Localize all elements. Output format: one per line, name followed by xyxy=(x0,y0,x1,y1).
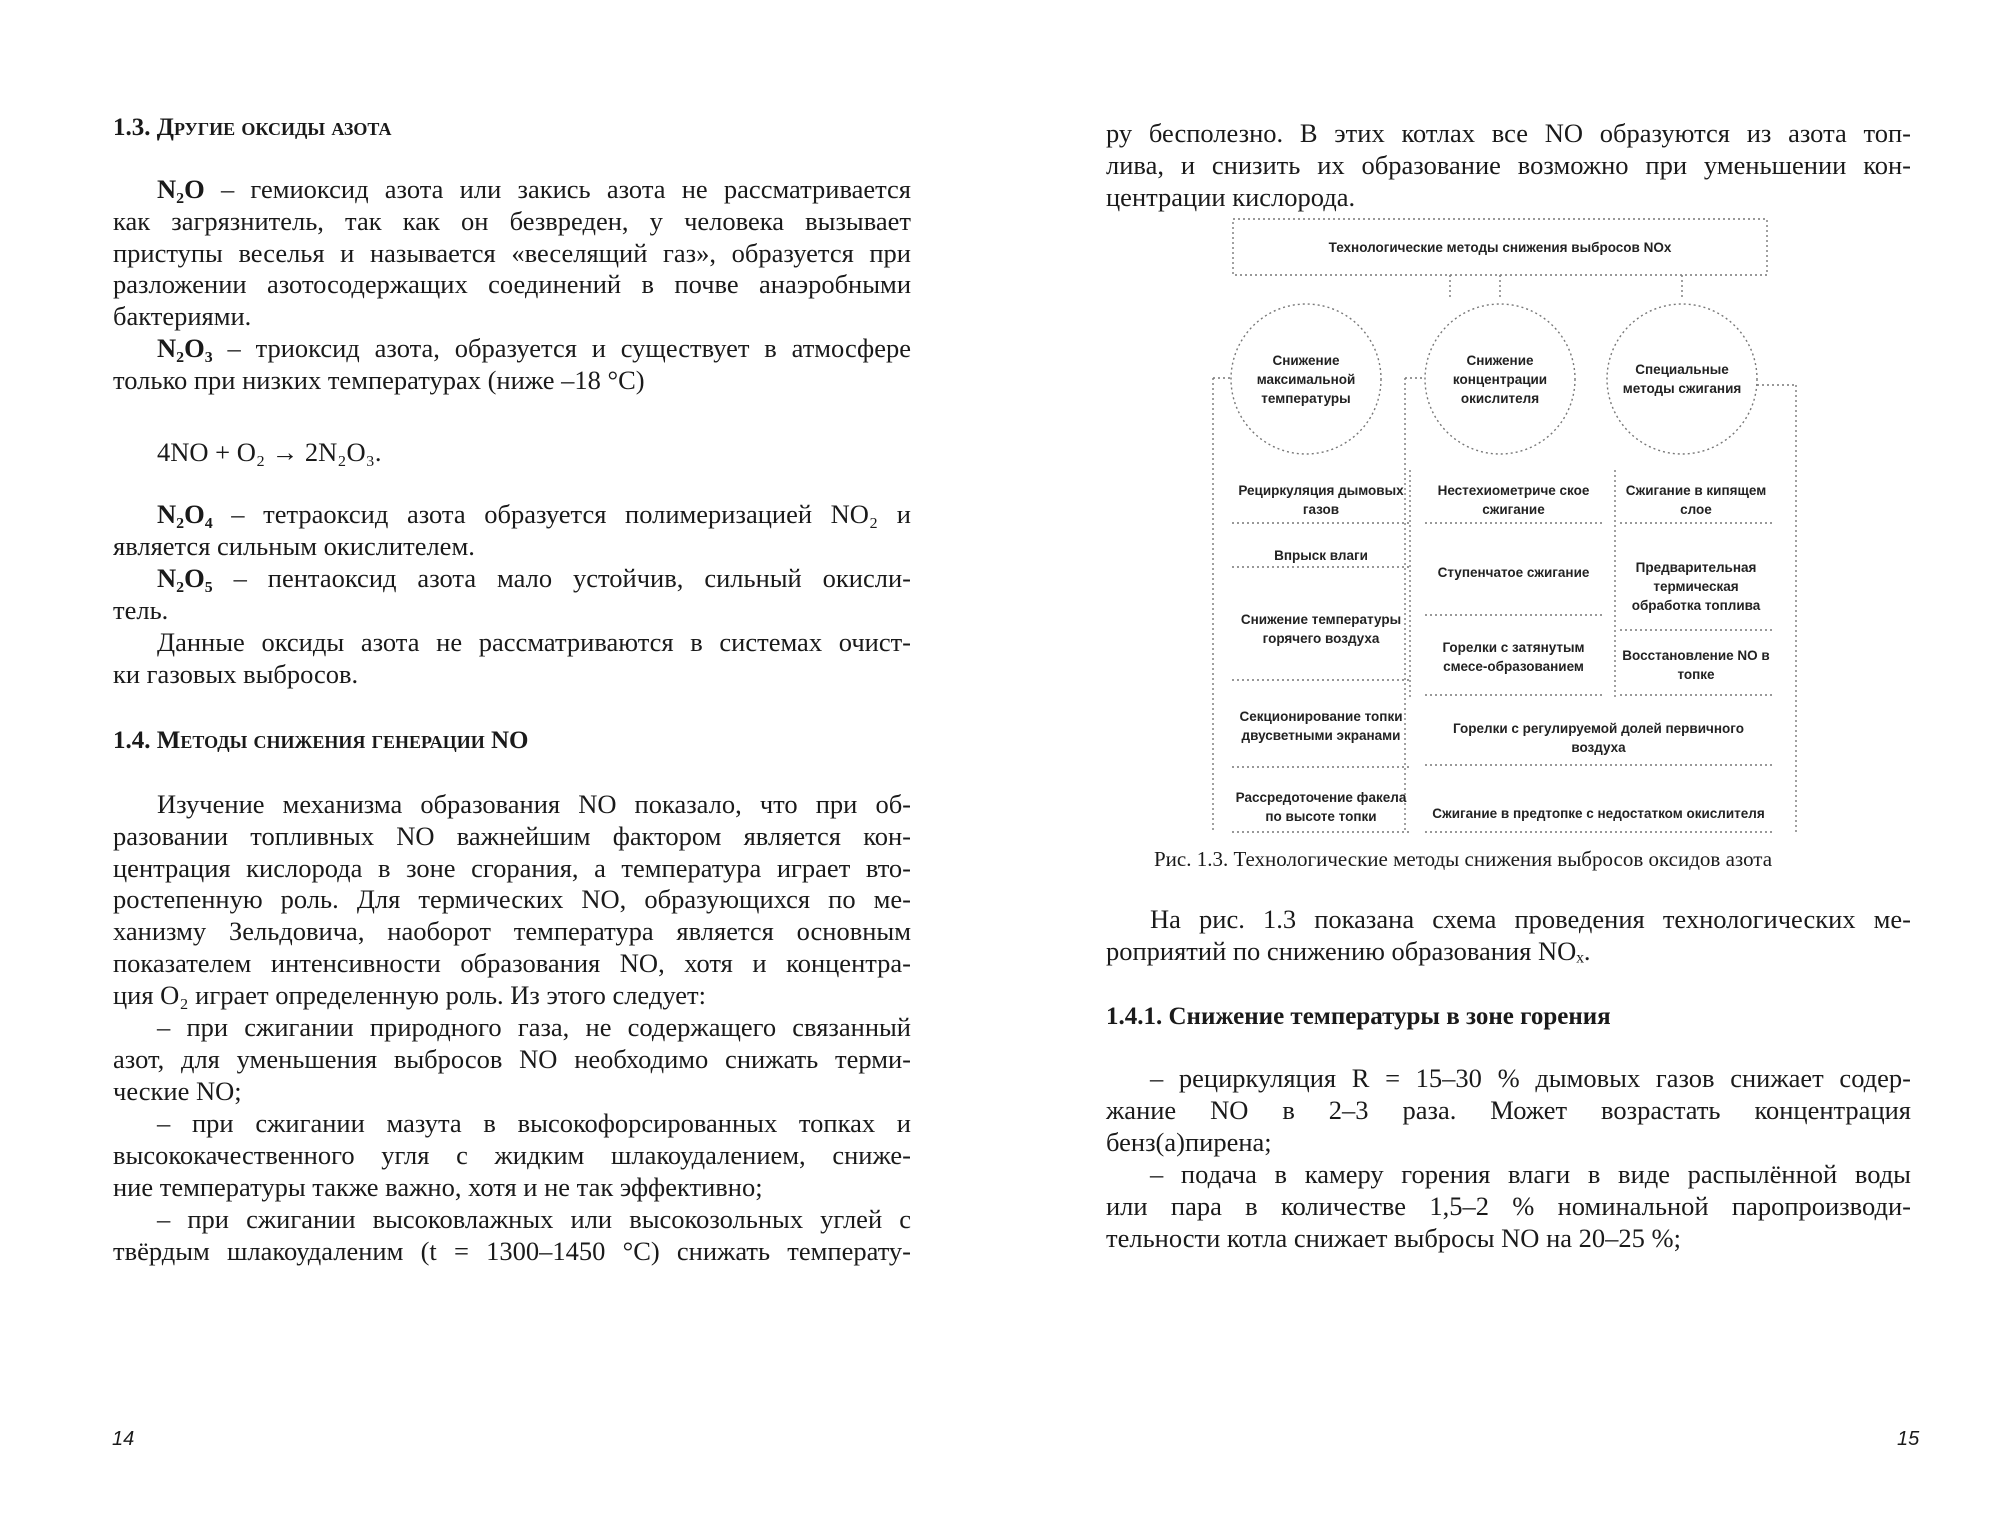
col3-item: Сжигание в кипящем слое xyxy=(1625,483,1767,517)
not-considered-paragraph: Данные оксиды азота не рассматриваются в системах очист- ки газовых выбросов. xyxy=(113,627,911,689)
col1-item: Впрыск влаги xyxy=(1274,547,1368,563)
n2o5-formula: N₂O₅ xyxy=(157,563,213,593)
bullet-fuel-oil: – при сжигании мазута в высокофорсированных топках и высококачественного угля с жидким шлакоудалением, сниже- ние температуры также важно, хотя и не так эффективно; xyxy=(113,1108,911,1202)
n2o5-paragraph: N₂O₅ – пентаоксид азота мало устойчив, сильный окисли- тель. xyxy=(113,563,911,625)
col2-item: Горелки с затянутым смесе-образованием xyxy=(1442,640,1585,674)
heading-1-4-1: 1.4.1. Снижение температуры в зоне горения xyxy=(1106,1003,1611,1030)
n2o-paragraph: N₂O – гемиоксид азота или закись азота не рассматривается как загрязнитель, так как он безвреден, у человека вызывает приступы веселья и называется «веселящий газ», образуется при разложении азотосодержащих соединений в почве анаэробными бактериями. xyxy=(113,174,911,332)
reaction-equation: 4NO + O₂ → 2N₂O₃. xyxy=(157,437,382,467)
intro-paragraph: Изучение механизма образования NO показало, что при об- разовании топливных NO важнейшим фактором является кон- центрация кислорода в зоне сгорания, а температура играет вто- ростепенную роль. Для термических NO, образующихся по ме- ханизму Зельдовича, наоборот температура является основным показателем интенсивности образования NO, хотя и концентра- ция O₂ играет определенную роль. Из этого следует: xyxy=(113,789,911,1010)
moisture-paragraph: – подача в камеру горения влаги в виде распылённой воды или пара в количестве 1,5–2 % номинальной паропроизводи- тельности котла снижает выбросы NO на 20–25 %; xyxy=(1106,1159,1911,1253)
recirculation-paragraph: – рециркуляция R = 15–30 % дымовых газов снижает содер- жание NO в 2–3 раза. Может возрастать концентрация бенз(а)пирена; xyxy=(1106,1063,1911,1157)
col2-item: Ступенчатое сжигание xyxy=(1437,564,1590,580)
continuation-paragraph: ру бесполезно. В этих котлах все NO образуются из азота топ- лива, и снизить их образование возможно при уменьшении кон- центрации кислорода. xyxy=(1106,118,1911,212)
col2-item: Нестехиометриче ское сжигание xyxy=(1437,483,1590,517)
heading-1-3: 1.3. Другие оксиды азота xyxy=(113,114,392,141)
page-number-left: 14 xyxy=(112,1428,135,1450)
figure-1-3 xyxy=(1000,0,2000,900)
col3-item: Восстановление NO в топке xyxy=(1622,648,1770,682)
figure-reference-paragraph: На рис. 1.3 показана схема проведения технологических ме- роприятий по снижению образования NOₓ. xyxy=(1106,904,1911,966)
col1-header: Снижение максимальной температуры xyxy=(1256,352,1356,406)
col1-item: Рассредоточение факела по высоте топки xyxy=(1235,790,1407,824)
heading-1-4-title: Методы снижения генерации xyxy=(156,727,485,754)
col1-item: Секционирование топки двусветными экранами xyxy=(1239,709,1403,743)
shared-item: Сжигание в предтопке с недостатком окислителя xyxy=(1432,805,1765,821)
bullet-wet-coal: – при сжигании высоковлажных или высокозольных углей с твёрдым шлакоудаленим (t = 1300–1450 °C) снижать температу- xyxy=(113,1204,911,1266)
bullet-natural-gas: – при сжигании природного газа, не содержащего связанный азот, для уменьшения выбросов NO необходимо снижать терми- ческие NO; xyxy=(113,1012,911,1106)
right-page xyxy=(1000,0,2000,1521)
heading-1-4: 1.4. Методы снижения генерации NO xyxy=(113,727,529,754)
col1-item: Снижение температуры горячего воздуха xyxy=(1240,612,1402,646)
figure-lines xyxy=(1000,0,2000,900)
n2o4-paragraph: N₂O₄ – тетраоксид азота образуется полимеризацией NO₂ и является сильным окислителем. xyxy=(113,499,911,561)
col3-header: Специальные методы сжигания xyxy=(1622,362,1742,396)
n2o4-formula: N₂O₄ xyxy=(157,499,213,529)
shared-item: Горелки с регулируемой долей первичного воздуха xyxy=(1453,720,1744,755)
col2-header: Снижение концентрации окислителя xyxy=(1452,352,1548,406)
figure-caption: Рис. 1.3. Технологические методы снижения выбросов оксидов азота xyxy=(1154,847,1773,871)
col1-item: Рециркуляция дымовых газов xyxy=(1238,482,1404,517)
n2o-formula: N₂O xyxy=(157,174,205,204)
figure-title: Технологические методы снижения выбросов NOx xyxy=(1328,239,1672,255)
n2o3-formula: N₂O₃ xyxy=(157,333,213,363)
heading-1-3-title: Другие оксиды азота xyxy=(156,114,392,141)
n2o3-paragraph: N₂O₃ – триоксид азота, образуется и существует в атмосфере только при низких температурах (ниже –18 °C) xyxy=(113,333,911,395)
page-number-right: 15 xyxy=(1897,1428,1920,1450)
col3-item: Предварительная термическая обработка топлива xyxy=(1631,559,1761,613)
